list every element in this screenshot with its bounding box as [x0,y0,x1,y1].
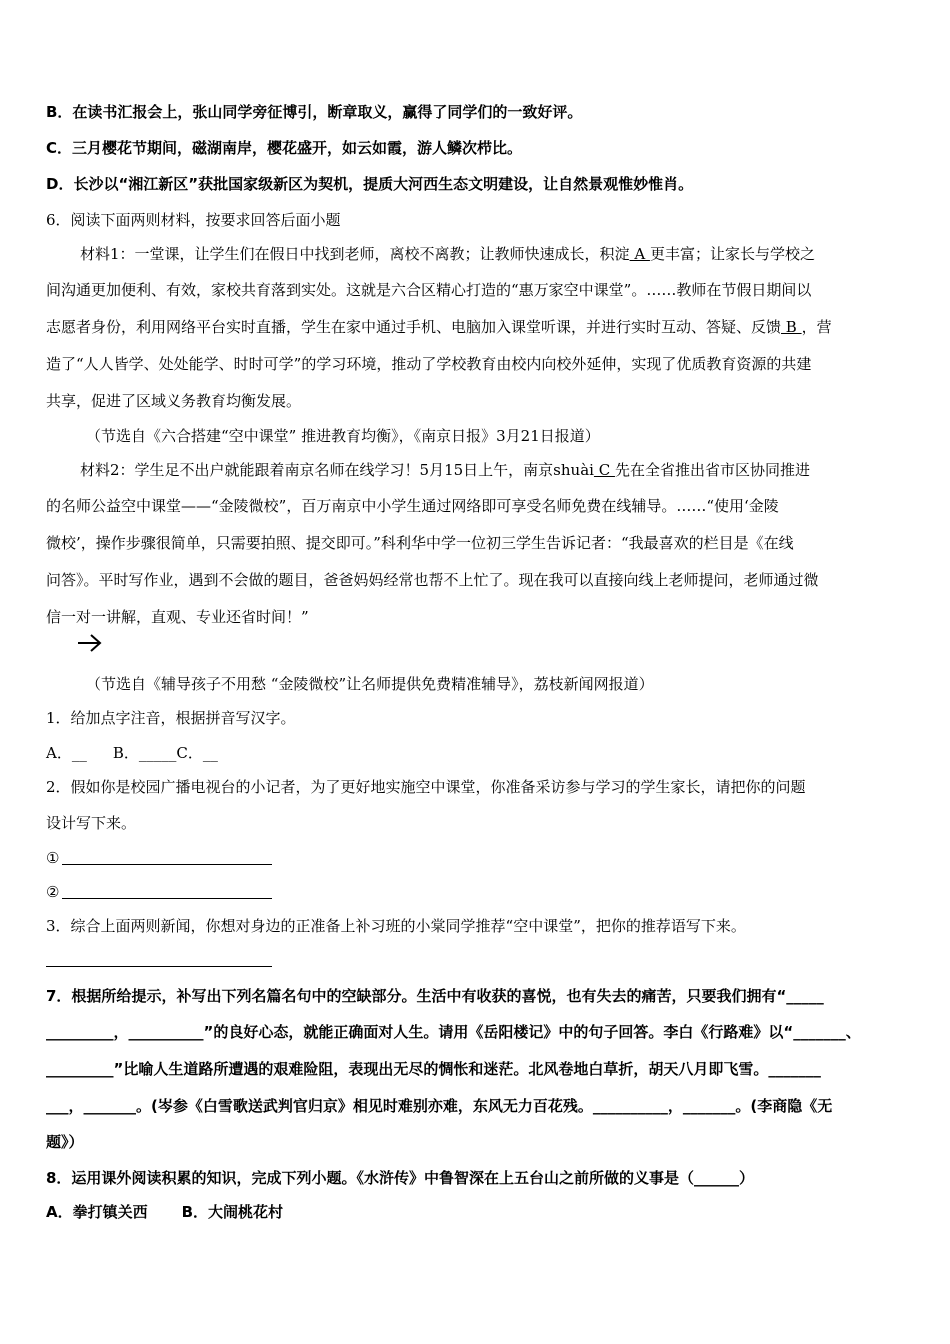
m2-line1-a: 材料2：学生足不出户就能跟着南京名师在线学习！5月15日上午，南京shuài [80,461,594,479]
blank-b: B [781,318,802,336]
sub2-line2: 设计写下来。 [46,814,137,832]
m1-source: （节选自《六合搭建“空中课堂” 推进教育均衡》，《南京日报》3月21日报道） [86,427,600,445]
m2-line3: 微校’，操作步骤很简单，只需要拍照、提交即可。”科利华中学一位初三学生告诉记者：“我最喜欢的栏目是《在线 [46,534,794,552]
q7-line1: 7．根据所给提示，补写出下列名篇名句中的空缺部分。生活中有收获的喜悦，也有失去的痛苦，只要我们拥有“_____ [46,987,824,1005]
m1-line3-b: ，营 [801,318,832,336]
option-c: C．三月樱花节期间，磁湖南岸，樱花盛开，如云如霞，游人鳞次栉比。 [46,139,523,157]
m1-line1 [80,244,815,264]
sub2-item1: ① [46,849,60,867]
sub1-a: A．__ [46,744,87,762]
sub2-item2: ② [46,883,60,901]
answer-line-2[interactable] [62,898,272,899]
q8-text: 8．运用课外阅读积累的知识，完成下列小题。《水浒传》中鲁智深在上五台山之前所做的义事是（______） [46,1169,754,1187]
m1-line1-b: 更丰富；让家长与学校之 [649,245,815,263]
sub1-answers [46,743,218,763]
blank-c: C [593,461,615,479]
q7-line2: _________，__________”的良好心态，就能正确面对人生。请用《岳阳楼记》中的句子回答。李白《行路难》以“_______、 [46,1023,861,1041]
m2-line2: 的名师公益空中课堂——“金陵微校”，百万南京中小学生通过网络即可享受名师免费在线辅导。……“使用‘金陵 [46,497,779,515]
q8-options [46,1202,283,1222]
m1-line3-a: 志愿者身份，利用网络平台实时直播，学生在家中通过手机、电脑加入课堂听课，并进行实时互动、答疑、反馈 [46,318,782,336]
m1-line1-a: 材料1：一堂课，让学生们在假日中找到老师，离校不离教；让教师快速成长，积淀 [80,245,630,263]
m2-line1-b: 先在全省推出省市区协同推进 [614,461,810,479]
sub2-line1: 2．假如你是校园广播电视台的小记者，为了更好地实施空中课堂，你准备采访参与学习的学生家长，请把你的问题 [46,778,806,796]
option-b: B．在读书汇报会上，张山同学旁征博引，断章取义，赢得了同学们的一致好评。 [46,103,583,121]
answer-line-1[interactable] [62,864,272,865]
m2-line5: 信一对一讲解，直观、专业还省时间！” [46,608,309,626]
q6-title: 6．阅读下面两则材料，按要求回答后面小题 [46,211,341,229]
m2-line4: 问答》。平时写作业，遇到不会做的题目，爸爸妈妈经常也帮不上忙了。现在我可以直接向线上老师提问，老师通过微 [46,571,819,589]
sub1-c: C．__ [176,744,218,762]
m1-line4: 造了“人人皆学、处处能学、时时可学”的学习环境，推动了学校教育由校内向校外延伸，实现了优质教育资源的共建 [46,355,812,373]
sub3-text: 3．综合上面两则新闻，你想对身边的正准备上补习班的小棠同学推荐“空中课堂”，把你的推荐语写下来。 [46,917,746,935]
m2-source: （节选自《辅导孩子不用愁 “金陵微校”让名师提供免费精准辅导》，荔枝新闻网报道） [86,675,654,693]
q7-line3: _________”比喻人生道路所遭遇的艰难险阻，表现出无尽的惆怅和迷茫。北风卷地白草折，胡天八月即飞雪。_______ [46,1060,821,1078]
q8-option-b: B．大闹桃花村 [181,1203,284,1221]
sub1-text: 1．给加点字注音，根据拼音写汉字。 [46,709,296,727]
blank-a: A [629,245,650,263]
q8-option-a: A．拳打镇关西 [46,1203,148,1221]
m1-line2: 间沟通更加便利、有效，家校共育落到实处。这就是六合区精心打造的“惠万家空中课堂”。……教师在节假日期间以 [46,281,812,299]
sub1-b: B．_____ [112,744,177,762]
m1-line5: 共享，促进了区域义务教育均衡发展。 [46,392,302,410]
option-d: D．长沙以“湘江新区”获批国家级新区为契机，提质大河西生态文明建设，让自然景观惟妙惟肖。 [46,175,694,193]
q7-line4: ___，_______。(岑参《白雪歌送武判官归京》相见时难别亦难，东风无力百花残。__________，_______。(李商隐《无 [46,1097,833,1115]
m1-line3 [46,317,832,337]
m2-line1 [80,460,810,480]
answer-line-3[interactable] [46,966,272,967]
q7-line5: 题》） [46,1133,84,1151]
arrow-right-icon [76,632,104,654]
